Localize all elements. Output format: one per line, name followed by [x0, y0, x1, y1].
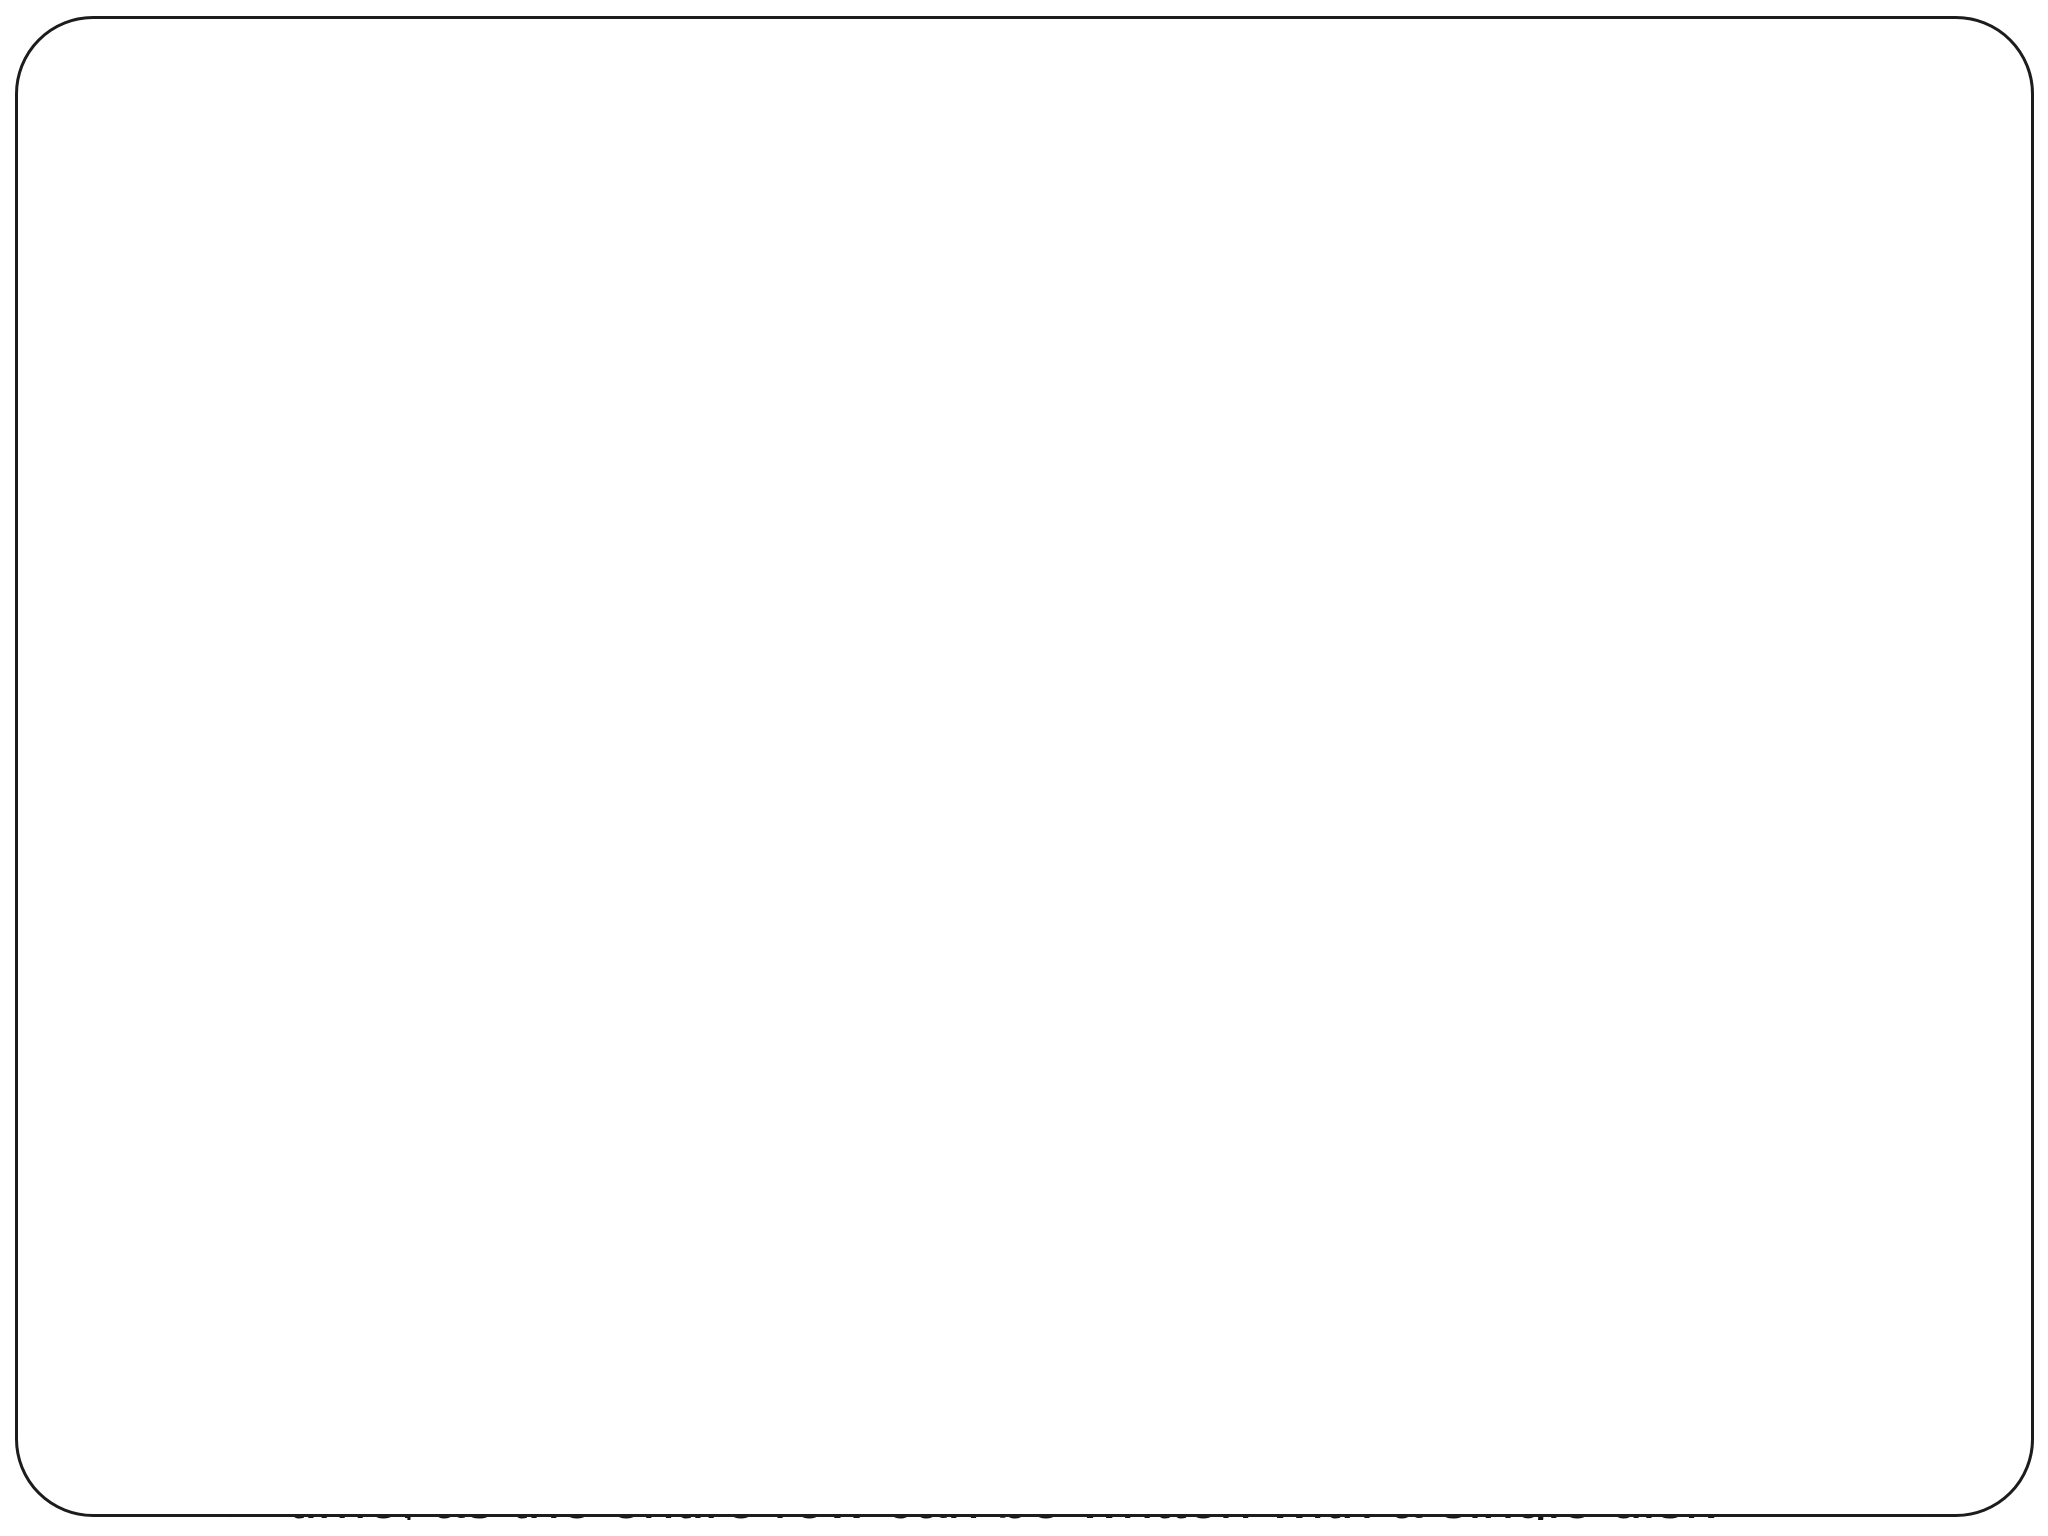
slide-frame: [15, 16, 2034, 1517]
